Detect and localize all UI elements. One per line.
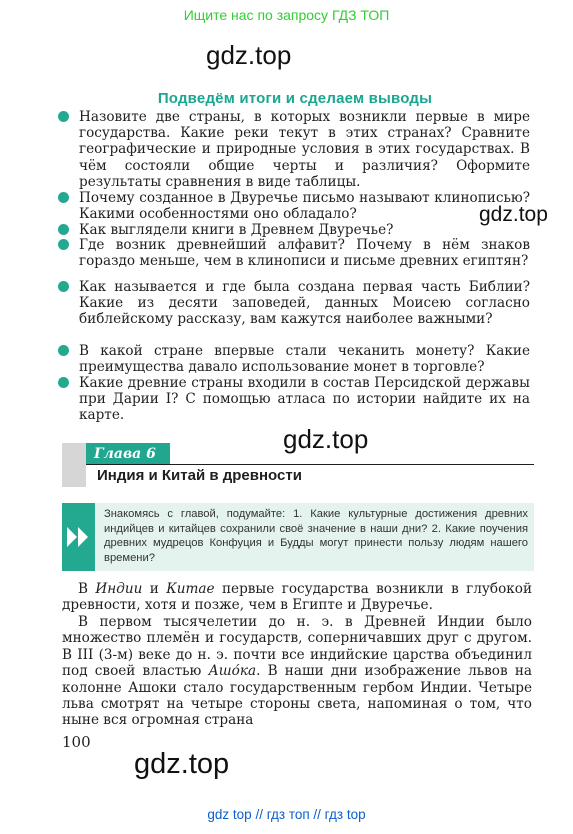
bullet-icon — [58, 281, 69, 292]
chapter-intro-text: Знакомясь с главой, подумайте: 1. Какие культурные достижения древних индийцев и китайцев сохранили своё значение в наши дни? 2. Какие поучения древних мудрецов Конфуция и Будды могут принести пользу людям нашего времени? — [104, 508, 528, 564]
question-text: Как называется и где была создана первая часть Библии? Какие из десяти заповедей, данных Моисею согласно библейскому рассказу, вам кажутся наиболее важными? — [79, 279, 530, 328]
question-item — [62, 343, 530, 375]
question-item — [62, 109, 530, 190]
bullet-icon — [58, 224, 69, 235]
question-text: В какой стране впервые стали чеканить монету? Какие преимущества давало использование монет в торговле? — [79, 343, 530, 376]
text-run: В первом тысячелетии до н. э. в Древней Индии было множество племён и государств, соперничавших друг с другом. В III (3-м) веке до н. э. почти все индийские царства объединил под своей властью — [62, 614, 532, 680]
chapter-marker — [62, 443, 86, 487]
question-text: Какие древние страны входили в состав Персидской державы при Дарии I? С помощью атласа по истории найдите их на карте. — [79, 375, 530, 424]
term-india: Индии — [95, 581, 143, 597]
page-number: 100 — [62, 733, 91, 751]
question-item — [62, 222, 530, 238]
footer-link[interactable]: gdz top // гдз топ // гдз top — [207, 807, 366, 822]
chapter-divider — [86, 464, 534, 465]
question-text: Назовите две страны, в которых возникли первые в мире государства. Какие реки текут в этих странах? Сравните географические и природные условия в этих государствах. В чём состояли общие черты и различия? Оформите результаты сравнения в виде таблицы. — [79, 109, 530, 190]
question-text: Где возник древнейший алфавит? Почему в нём знаков гораздо меньше, чем в клинописи и письме древних египтян? — [79, 237, 530, 270]
watermark: gdz.top — [479, 203, 548, 226]
question-text: Как выглядели книги в Древнем Двуречье? — [79, 222, 394, 238]
watermark: gdz.top — [283, 424, 369, 454]
watermark: gdz.top — [134, 748, 230, 780]
paragraph — [62, 614, 532, 729]
chapter-label: Глава 6 — [86, 443, 170, 465]
chapter-title: Индия и Китай в древности — [97, 467, 302, 484]
bullet-icon — [58, 345, 69, 356]
bullet-icon — [58, 192, 69, 203]
text-run: первые государства возникли в глубокой древности, хотя и позже, чем в Египте и Двуречье. — [62, 581, 533, 614]
header-search-link[interactable]: Ищите нас по запросу ГДЗ ТОП — [183, 7, 390, 23]
text-run: и — [142, 581, 167, 597]
bullet-icon — [58, 377, 69, 388]
text-run: . В наши дни изображение львов на колонне Ашоки стало государственным гербом Индии. Четыре льва смотрят на четыре стороны света, напоминая о том, что ныне вся огромная страна — [62, 663, 532, 729]
text-run: В — [78, 581, 96, 597]
paragraph — [62, 581, 532, 614]
bullet-icon — [58, 111, 69, 122]
bullet-icon — [58, 239, 69, 250]
chapter-intro-box — [62, 503, 534, 571]
question-text: Почему созданное в Двуречье письмо называют клинописью? Какими особенностями оно обладало? — [79, 190, 530, 223]
question-item — [62, 190, 530, 222]
double-arrow-icon — [62, 503, 95, 571]
term-ashoka: Ашо́ка — [208, 663, 257, 680]
question-item — [62, 279, 530, 328]
watermark: gdz.top — [206, 40, 292, 70]
term-china: Китае — [166, 581, 215, 597]
question-item — [62, 237, 530, 269]
section-title: Подведём итоги и сделаем выводы — [157, 90, 433, 107]
chapter-header — [62, 443, 534, 465]
question-item — [62, 375, 530, 424]
